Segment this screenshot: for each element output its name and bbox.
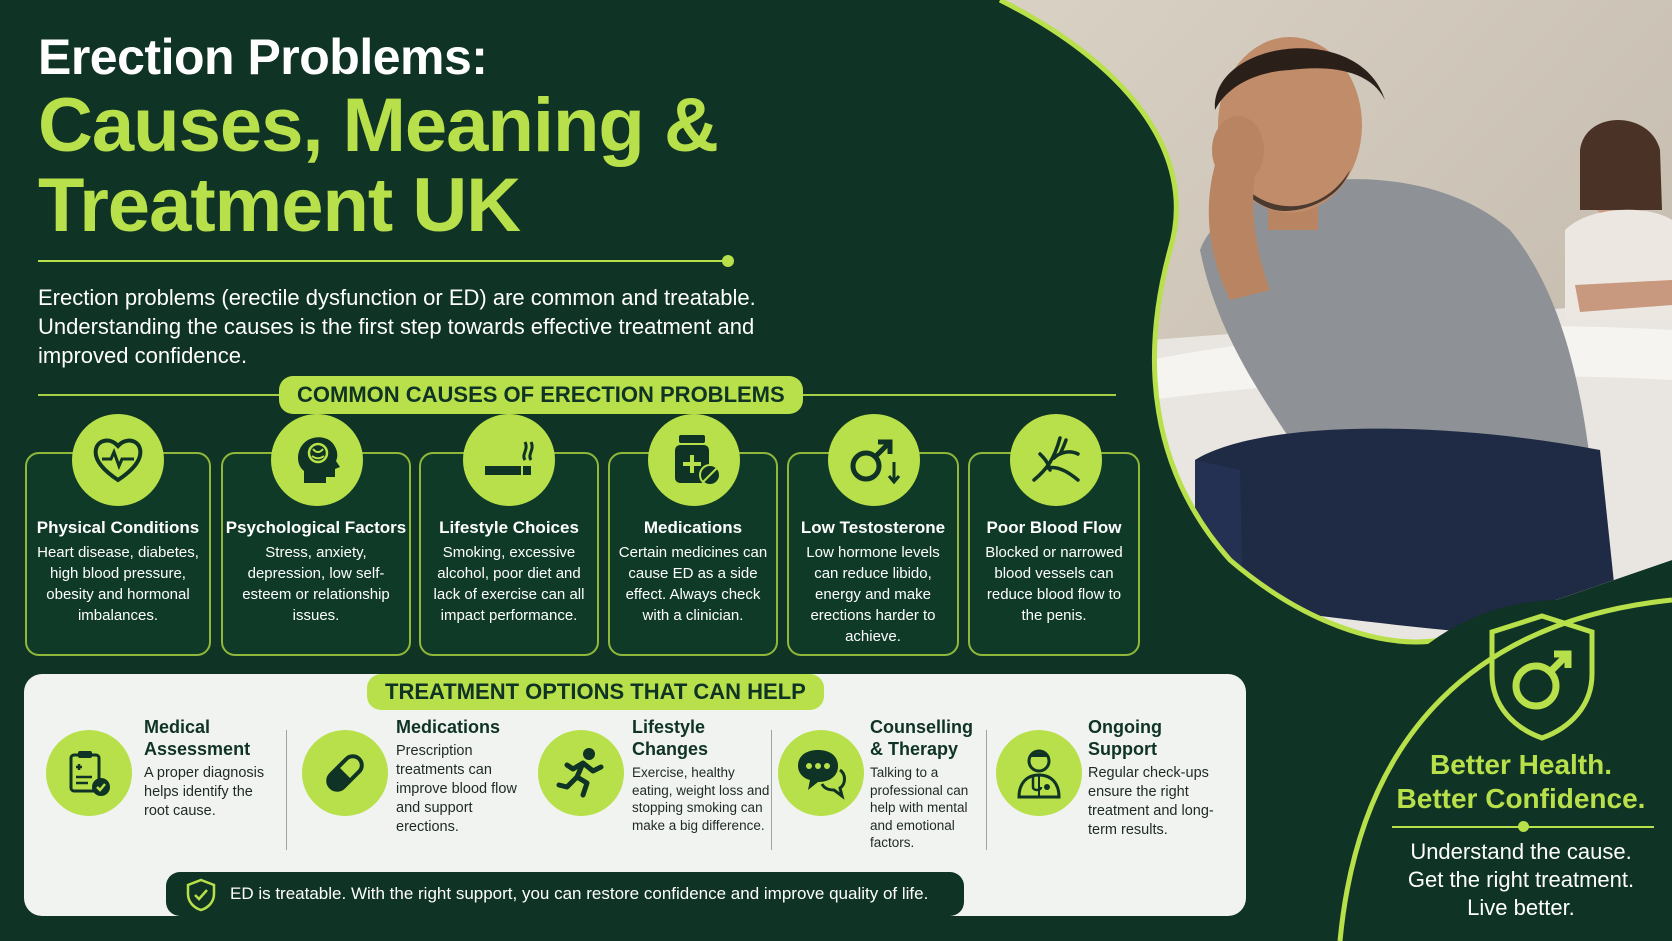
causes-heading: COMMON CAUSES OF ERECTION PROBLEMS — [279, 376, 803, 414]
title-divider — [38, 260, 728, 262]
cause-title: Psychological Factors — [225, 518, 407, 537]
chat-bubbles-icon — [778, 730, 864, 816]
cause-title: Poor Blood Flow — [986, 518, 1122, 537]
shield-check-icon — [184, 878, 218, 912]
badge-divider-dot — [1518, 821, 1529, 832]
treatment-title: Medications — [396, 717, 501, 737]
title-causes: Causes, Meaning & — [38, 83, 718, 168]
cause-title: Medications — [643, 518, 743, 537]
treatment-banner-text: ED is treatable. With the right support, you can restore confidence and improve quality of life. — [230, 884, 929, 903]
blood-vessels-icon — [1010, 414, 1102, 506]
treatment-banner — [166, 872, 964, 916]
treatment-divider — [286, 730, 287, 850]
badge-sub-line-2: Get the right treatment. — [1407, 867, 1635, 892]
title-divider-dot — [722, 255, 734, 267]
cause-description: Blocked or narrowed blood vessels can reduce blood flow to the penis. — [985, 544, 1123, 624]
cause-description: Heart disease, diabetes, high blood pressure, obesity and hormonal imbalances. — [37, 544, 199, 624]
treatment-description: Talking to a professional can help with mental and emotional factors. — [870, 765, 969, 850]
pill-bottle-icon — [648, 414, 740, 506]
treatment-description: Exercise, healthy eating, weight loss and stopping smoking can make a big difference. — [632, 765, 770, 833]
cause-description: Smoking, excessive alcohol, poor diet and lack of exercise can all impact performance. — [433, 544, 585, 624]
clipboard-check-icon — [46, 730, 132, 816]
doctor-icon — [996, 730, 1082, 816]
badge-title-line-2: Better Confidence. — [1396, 783, 1646, 814]
treatment-medical-assessment — [46, 716, 276, 866]
treatment-ongoing-support — [996, 716, 1236, 866]
badge-sub-line-3: Live better. — [1467, 895, 1575, 920]
cause-description: Stress, anxiety, depression, low self-esteem or relationship issues. — [242, 544, 390, 624]
badge-title — [1380, 748, 1662, 816]
title-treatment: Treatment UK — [38, 163, 521, 248]
treatment-description: Regular check-ups ensure the right treatment and long-term results. — [1088, 765, 1214, 838]
running-person-icon — [538, 730, 624, 816]
treatment-description: Prescription treatments can improve blood flow and support erections. — [396, 743, 517, 835]
cause-title: Physical Conditions — [36, 518, 200, 537]
treatment-title: Ongoing Support — [1088, 717, 1162, 759]
heart-pulse-icon — [72, 414, 164, 506]
cause-title: Low Testosterone — [800, 518, 946, 537]
cause-description: Certain medicines can cause ED as a side effect. Always check with a clinician. — [618, 544, 768, 624]
treatment-medications — [302, 716, 532, 866]
treatment-title: Medical Assessment — [144, 717, 251, 759]
treatment-description: A proper diagnosis helps identify the root cause. — [144, 765, 265, 819]
badge-title-line-1: Better Health. — [1429, 749, 1613, 780]
capsule-icon — [302, 730, 388, 816]
head-brain-icon — [271, 414, 363, 506]
cause-title: Lifestyle Choices — [439, 518, 579, 537]
badge-subtitle — [1380, 838, 1662, 922]
treatment-title: Lifestyle Changes — [632, 717, 709, 759]
badge-sub-line-1: Understand the cause. — [1410, 839, 1632, 864]
intro-text: Erection problems (erectile dysfunction or ED) are common and treatable. Understanding the causes is the first step towards effective treatment and improved confidence. — [38, 285, 756, 368]
shield-male-icon — [1486, 612, 1598, 742]
cigarette-icon — [463, 414, 555, 506]
title-line-1: Erection Problems: — [38, 29, 488, 85]
title-line-2 — [38, 83, 798, 248]
treatment-heading: TREATMENT OPTIONS THAT CAN HELP — [367, 674, 824, 710]
cause-description: Low hormone levels can reduce libido, energy and make erections harder to achieve. — [806, 544, 940, 645]
treatment-title: Counselling & Therapy — [870, 717, 973, 759]
treatment-divider — [986, 730, 987, 850]
treatment-lifestyle-changes — [538, 716, 768, 866]
male-symbol-icon — [828, 414, 920, 506]
woman-figure — [1565, 120, 1672, 320]
treatment-divider — [771, 730, 772, 850]
treatment-counselling — [778, 716, 988, 866]
